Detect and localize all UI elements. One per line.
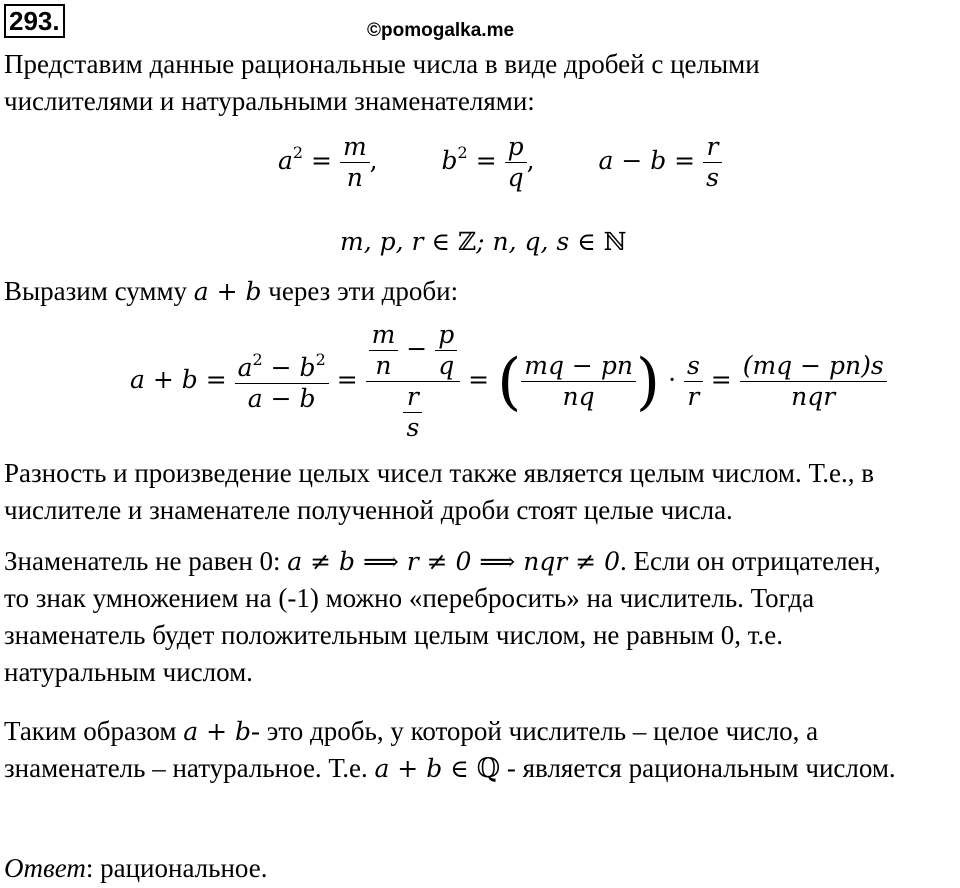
eq1-m: m: [340, 132, 370, 163]
watermark: ©pomogalka.me: [367, 20, 515, 41]
para1-line-2: числителе и знаменателе полученной дроби стоят целые числа.: [4, 495, 733, 525]
para2-line-2: то знак умножением на (-1) можно «перебросить» на числитель. Тогда: [4, 583, 815, 613]
fraction-difference-of-squares: [235, 350, 329, 414]
eq2-lhs: a + b =: [130, 365, 227, 394]
eq1-r: r: [703, 132, 722, 163]
para3-before: Таким образом: [4, 716, 184, 746]
eq2-f4-num: s: [684, 351, 703, 382]
integers-symbol: ℤ: [457, 227, 477, 256]
fraction-result: [740, 351, 887, 412]
intro-paragraph: [4, 46, 960, 120]
para1-line-1: Разность и произведение целых чисел также является целым числом. Т.е., в: [4, 458, 875, 488]
express-after: через эти дроби:: [261, 276, 459, 306]
intro-line-2: числителями и натуральными знаменателями:: [4, 86, 535, 116]
fraction-s-over-r: [684, 351, 703, 412]
fraction-mq-pn-over-nq: [521, 351, 636, 412]
eq1-p: p: [505, 132, 527, 163]
eq1-q: q: [507, 163, 524, 192]
eq1-n: n: [346, 163, 363, 192]
fraction-m-over-n: [340, 132, 370, 193]
para3-line2-after: - является рациональным числом.: [500, 753, 896, 783]
eq1-b-exp: 2: [457, 143, 468, 162]
equation-sum: a + b = $\frac{a^2 - b^2}{a - b}$ = $\frac{m}{n}$ − $\frac{p}{q}$ $\frac{r}{s}$ = ( $\frac{mq - pn}{nq}$ ) · $\frac{s}{r}$ = $\frac{(mq - pn)s}{\text{nqr}}$: [130, 320, 887, 443]
eq2-f1-den: a − b: [247, 383, 316, 413]
problem-number: 293.: [4, 4, 65, 38]
fraction-p-over-q: [505, 132, 527, 193]
para2-line-4: натуральным числом.: [4, 657, 253, 687]
eq2-f5-num: (mq − pn)s: [740, 351, 887, 382]
fraction-r-over-s: [703, 132, 722, 193]
eq2-f4-den: r: [687, 382, 700, 411]
express-math: a + b: [193, 277, 262, 306]
eq1-s: s: [706, 163, 719, 192]
para3-line2-before: знаменатель – натуральное. Т.е.: [4, 753, 375, 783]
para2-after: . Если он отрицателен,: [620, 546, 881, 576]
answer-text: рациональное.: [93, 853, 268, 883]
paragraph-1: [4, 455, 960, 529]
fraction-complex: [366, 320, 461, 443]
paragraph-3: [4, 713, 960, 787]
eq2-f5-den: nqr: [791, 382, 836, 411]
para2-before: Знаменатель не равен 0:: [4, 546, 288, 576]
para3-line2-math: a + b ∈: [374, 754, 477, 783]
equation-definitions: $a^2$ = $\frac{m}{n}$ , $b^2$ = $\frac{p}{q}$ , a − b = $\frac{r}{s}$: [278, 132, 722, 193]
para3-after: - это дробь, у которой числитель – целое число, а: [251, 716, 819, 746]
para3-math: a + b: [183, 717, 252, 746]
answer-label: Ответ: [4, 853, 86, 883]
answer: [4, 850, 960, 887]
paragraph-2: [4, 543, 960, 691]
sets-mid: ; n, q, s ∈: [476, 227, 604, 256]
equation-sets: [340, 225, 626, 259]
eq2-f3-num: mq − pn: [521, 351, 636, 382]
eq2-f2-num: $\frac{m}{n}$ − $\frac{p}{q}$: [366, 320, 461, 382]
eq1-b: b: [441, 146, 458, 175]
eq1-a-exp: 2: [292, 143, 304, 162]
express-before: Выразим сумму: [4, 276, 194, 306]
rationals-symbol: ℚ: [476, 753, 501, 783]
eq2-f1-num: $a^2 - b^2$: [235, 350, 329, 384]
answer-colon: :: [85, 853, 94, 883]
para2-math: a ≠ b ⟹ r ≠ 0 ⟹ nqr ≠ 0: [287, 547, 620, 576]
intro-line-1: Представим данные рациональные числа в виде дробей с целыми: [4, 49, 760, 79]
naturals-symbol: ℕ: [603, 227, 627, 256]
express-paragraph: [4, 273, 960, 310]
sets-left: m, p, r ∈: [340, 227, 458, 256]
eq1-a: a: [278, 146, 293, 175]
eq1-a-minus-b: a − b =: [598, 146, 696, 175]
para2-line-3: знаменатель будет положительным целым числом, не равным 0, т.е.: [4, 620, 784, 650]
eq2-f3-den: nq: [562, 382, 595, 411]
eq2-f2-den: $\frac{r}{s}$: [366, 382, 461, 443]
